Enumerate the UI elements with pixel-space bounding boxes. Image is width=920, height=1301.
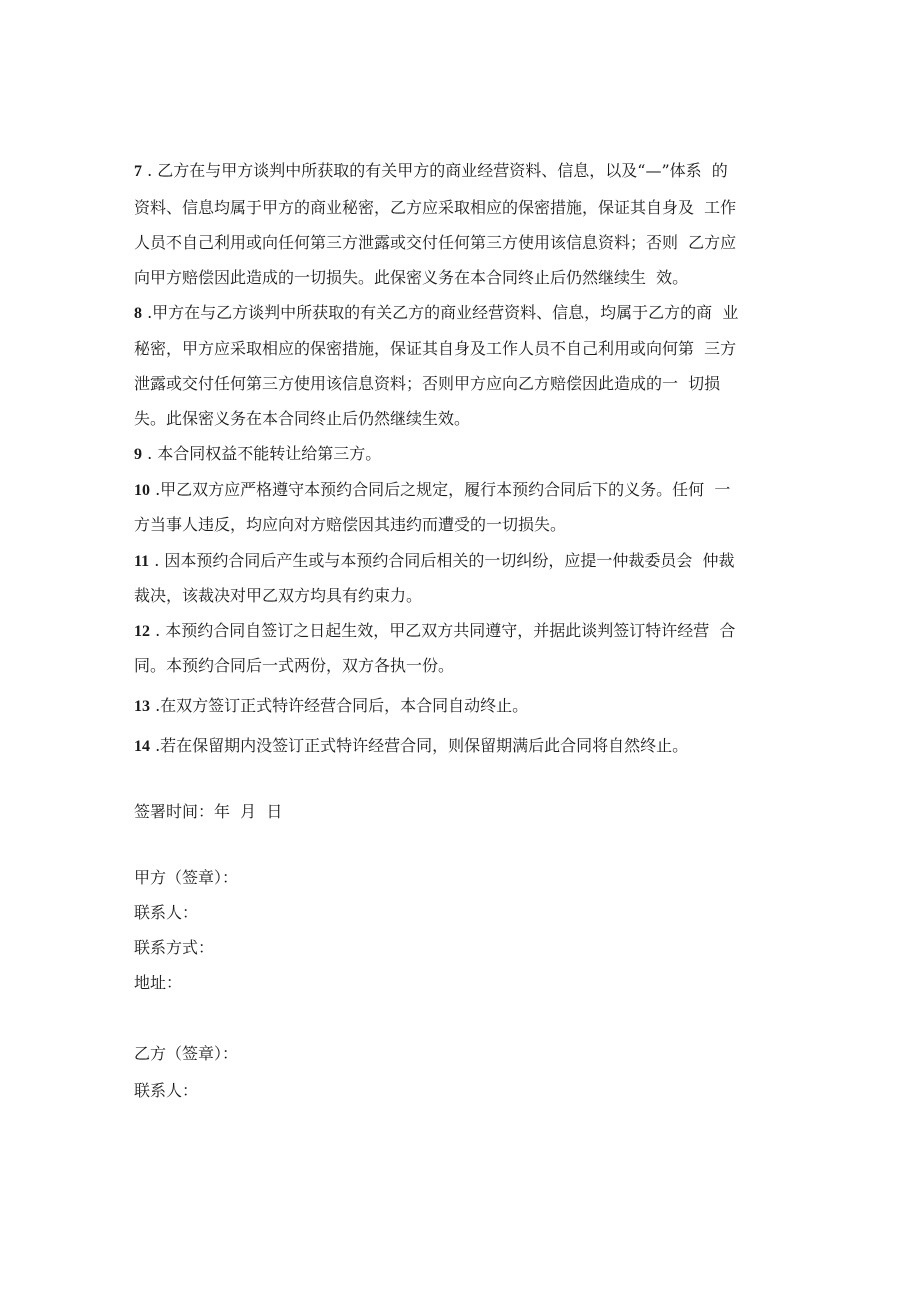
clause-7-line-3: 人员不自己利用或向任何第三方泄露或交付任何第三方使用该信息资料；否则 乙方应 [134, 233, 737, 252]
clause-7-line-4: 向甲方赔偿因此造成的一切损失。此保密义务在本合同终止后仍然继续生 效。 [134, 268, 689, 287]
clause-13-line-1: 13 .在双方签订正式特许经营合同后，本合同自动终止。 [134, 696, 529, 715]
party-a-address: 地址： [134, 973, 183, 992]
clause-12-line-1: 12 . 本预约合同自签订之日起生效，甲乙双方共同遵守，并据此谈判签订特许经营 合 [134, 621, 736, 640]
party-b-contact: 联系人： [134, 1081, 199, 1100]
party-a-title: 甲方（签章）： [134, 868, 239, 887]
party-a-contact-method: 联系方式： [134, 938, 215, 957]
party-a-contact: 联系人： [134, 903, 199, 922]
clause-number: 8 [134, 305, 142, 322]
clause-number: 12 [134, 623, 150, 640]
clause-8-line-1: 8 .甲方在与乙方谈判中所获取的有关乙方的商业经营资料、信息，均属于乙方的商 业 [134, 303, 739, 322]
clause-10-line-2: 方当事人违反，均应向对方赔偿因其违约而遭受的一切损失。 [134, 515, 567, 534]
clause-number: 10 [134, 482, 150, 499]
clause-number: 9 [134, 446, 142, 463]
clause-8-line-2: 秘密，甲方应采取相应的保密措施，保证其自身及工作人员不自己利用或向何第 三方 [134, 339, 737, 358]
clause-number: 7 [134, 163, 142, 180]
clause-10-line-1: 10 .甲乙双方应严格遵守本预约合同后之规定，履行本预约合同后下的义务。任何 一 [134, 480, 731, 499]
clause-8-line-3: 泄露或交付任何第三方使用该信息资料；否则甲方应向乙方赔偿因此造成的一 切损 [134, 374, 721, 393]
clause-7-line-2: 资料、信息均属于甲方的商业秘密，乙方应采取相应的保密措施，保证其自身及 工作 [134, 198, 737, 217]
clause-12-line-2: 同。本预约合同后一式两份，双方各执一份。 [134, 656, 455, 675]
clause-7-line-1: 7 . 乙方在与甲方谈判中所获取的有关甲方的商业经营资料、信息，以及“—”体系 的 [134, 161, 728, 180]
clause-11-line-1: 11 . 因本预约合同后产生或与本预约合同后相关的一切纠纷，应提一仲裁委员会 仲裁 [134, 551, 735, 570]
clause-8-line-4: 失。此保密义务在本合同终止后仍然继续生效。 [134, 409, 471, 428]
clause-number: 14 [134, 738, 150, 755]
signing-date: 签署时间：年 月 日 [134, 802, 283, 821]
clause-number: 13 [134, 698, 150, 715]
party-b-title: 乙方（签章）： [134, 1044, 239, 1063]
clause-14-line-1: 14 .若在保留期内没签订正式特许经营合同，则保留期满后此合同将自然终止。 [134, 736, 689, 755]
clause-11-line-2: 裁决，该裁决对甲乙双方均具有约束力。 [134, 586, 423, 605]
clause-number: 11 [134, 553, 150, 570]
clause-9-line-1: 9 . 本合同权益不能转让给第三方。 [134, 444, 382, 463]
